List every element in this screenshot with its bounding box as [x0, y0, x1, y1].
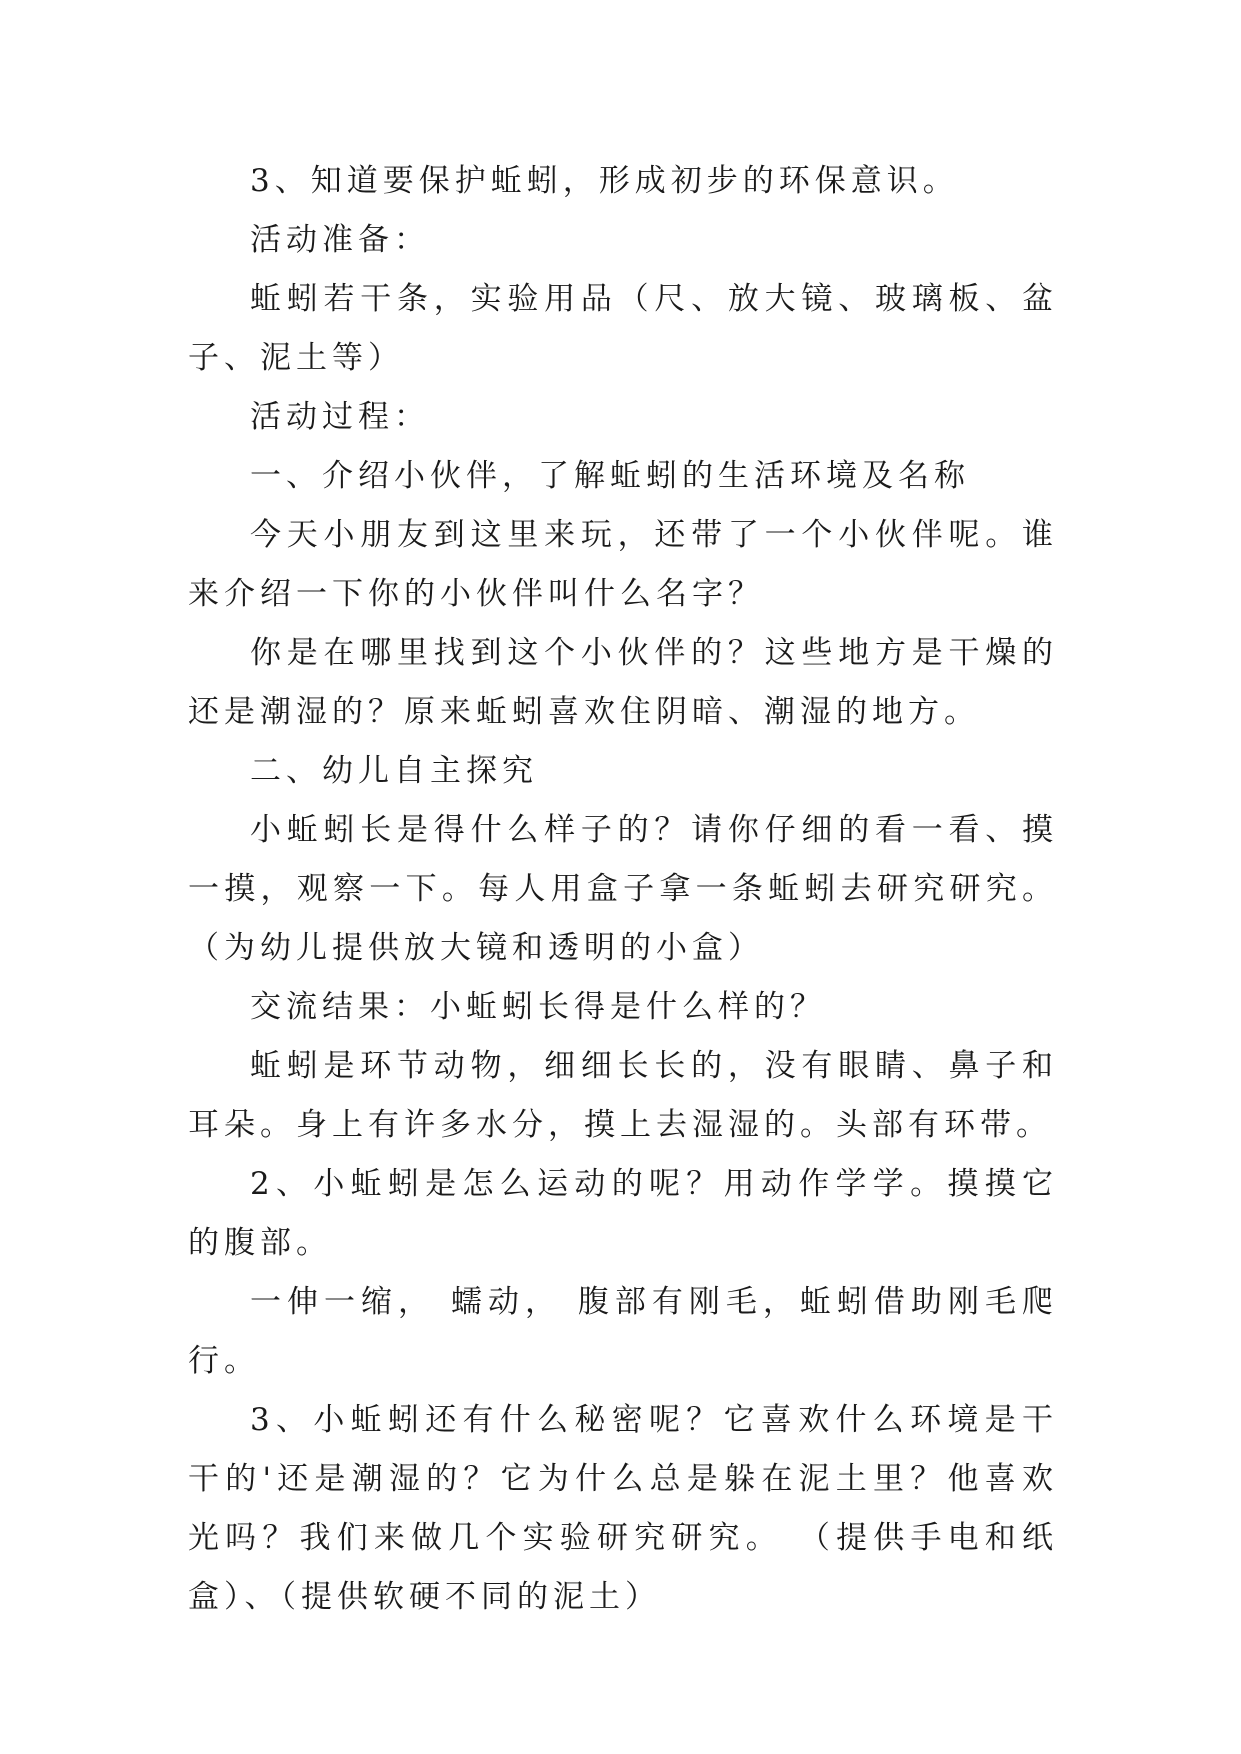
- paragraph-earthworm-description: 蚯蚓是环节动物，细细长长的，没有眼睛、鼻子和耳朵。身上有许多水分，摸上去湿湿的。头部有环带。: [188, 1048, 1058, 1143]
- paragraph-share-results: 交流结果：小蚯蚓长得是什么样的？: [250, 989, 826, 1025]
- paragraph-crawling: 一伸一缩， 蠕动， 腹部有刚毛，蚯蚓借助刚毛爬行。: [188, 1284, 1058, 1379]
- heading-activity-process: 活动过程：: [250, 399, 430, 435]
- heading-activity-preparation: 活动准备：: [250, 222, 430, 258]
- paragraph-movement: 2、小蚯蚓是怎么运动的呢？用动作学学。摸摸它的腹部。: [188, 1166, 1058, 1261]
- paragraph-where-found: 你是在哪里找到这个小伙伴的？这些地方是干燥的还是潮湿的？原来蚯蚓喜欢住阴暗、潮湿的地方。: [188, 635, 1058, 730]
- paragraph-objective-3: 3、知道要保护蚯蚓，形成初步的环保意识。: [250, 163, 959, 199]
- document-body: [188, 152, 1058, 1627]
- heading-step-1: 一、介绍小伙伴，了解蚯蚓的生活环境及名称: [250, 458, 970, 494]
- paragraph-experiments: 3、小蚯蚓还有什么秘密呢？它喜欢什么环境是干干的'还是潮湿的？它为什么总是躲在泥土里？他喜欢光吗？我们来做几个实验研究研究。 （提供手电和纸盒）、（提供软硬不同的泥土）: [188, 1402, 1058, 1615]
- paragraph-introduce-partner: 今天小朋友到这里来玩，还带了一个小伙伴呢。谁来介绍一下你的小伙伴叫什么名字？: [188, 517, 1058, 612]
- heading-step-2: 二、幼儿自主探究: [250, 753, 538, 789]
- paragraph-materials: 蚯蚓若干条，实验用品（尺、放大镜、玻璃板、盆子、泥土等）: [188, 281, 1058, 376]
- paragraph-observe: 小蚯蚓长是得什么样子的？请你仔细的看一看、摸一摸，观察一下。每人用盒子拿一条蚯蚓去研究研究。（为幼儿提供放大镜和透明的小盒）: [188, 812, 1058, 966]
